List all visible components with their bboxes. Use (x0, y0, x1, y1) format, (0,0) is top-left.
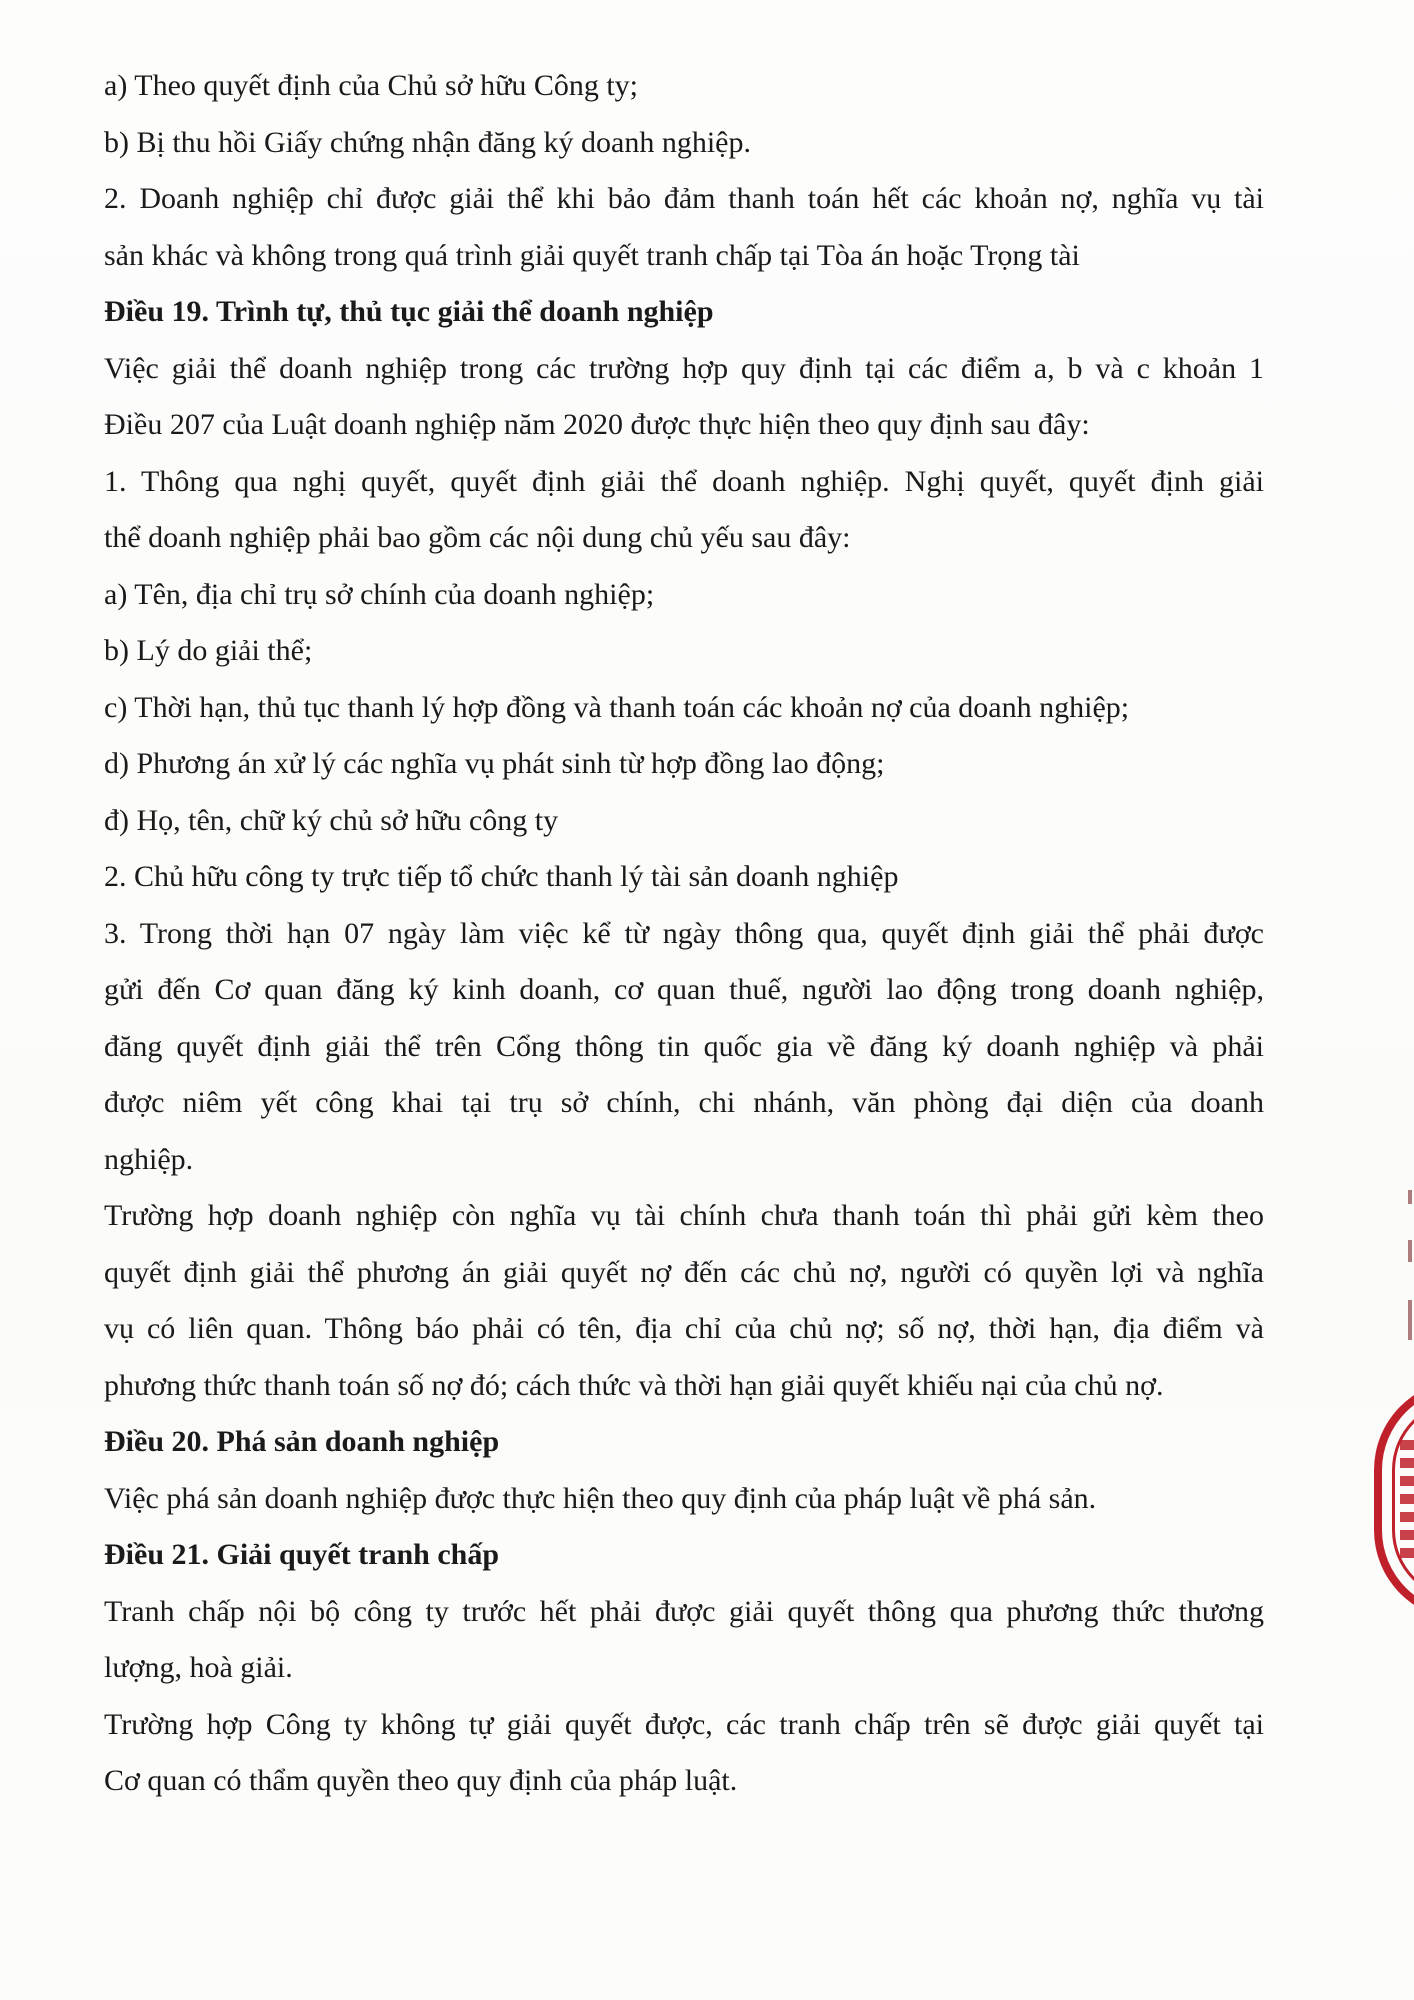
text-line: a) Tên, địa chỉ trụ sở chính của doanh nghiệp; (104, 577, 655, 611)
article-heading: Điều 20. Phá sản doanh nghiệp (104, 1425, 500, 1458)
article-heading: Điều 21. Giải quyết tranh chấp (104, 1538, 500, 1571)
text-line: được niêm yết công khai tại trụ sở chính, chi nhánh, văn phòng đại diện của doanh (104, 1086, 1264, 1119)
edge-mark (1408, 1190, 1412, 1204)
text-line: Tranh chấp nội bộ công ty trước hết phải được giải quyết thông qua phương thức thương (104, 1594, 1264, 1628)
text-line: a) Theo quyết định của Chủ sở hữu Công ty; (104, 69, 639, 102)
text-line: 2. Doanh nghiệp chỉ được giải thể khi bảo đảm thanh toán hết các khoản nợ, nghĩa vụ tài (104, 182, 1264, 215)
edge-mark (1408, 1240, 1412, 1262)
document-body (104, 58, 1264, 1810)
text-line: 2. Chủ hữu công ty trực tiếp tổ chức thanh lý tài sản doanh nghiệp (104, 860, 899, 893)
text-line: 1. Thông qua nghị quyết, quyết định giải thể doanh nghiệp. Nghị quyết, quyết định giải (104, 464, 1264, 498)
text-line: Điều 207 của Luật doanh nghiệp năm 2020 được thực hiện theo quy định sau đây: (104, 408, 1090, 441)
text-line: b) Bị thu hồi Giấy chứng nhận đăng ký doanh nghiệp. (104, 125, 751, 159)
text-line: đ) Họ, tên, chữ ký chủ sở hữu công ty (104, 803, 559, 837)
text-line: c) Thời hạn, thủ tục thanh lý hợp đồng và thanh toán các khoản nợ của doanh nghiệp; (104, 690, 1130, 724)
text-line: Cơ quan có thẩm quyền theo quy định của pháp luật. (104, 1764, 738, 1797)
text-line: gửi đến Cơ quan đăng ký kinh doanh, cơ quan thuế, người lao động trong doanh nghiệp, (104, 973, 1264, 1006)
text-line: Việc phá sản doanh nghiệp được thực hiện theo quy định của pháp luật về phá sản. (104, 1481, 1097, 1515)
text-line: Trường hợp doanh nghiệp còn nghĩa vụ tài chính chưa thanh toán thì phải gửi kèm theo (104, 1199, 1264, 1232)
text-line: 3. Trong thời hạn 07 ngày làm việc kể từ ngày thông qua, quyết định giải thể phải được (104, 916, 1264, 950)
text-line: vụ có liên quan. Thông báo phải có tên, địa chỉ của chủ nợ; số nợ, thời hạn, địa điểm và (104, 1312, 1264, 1345)
text-line: Việc giải thể doanh nghiệp trong các trường hợp quy định tại các điểm a, b và c khoản 1 (104, 351, 1264, 385)
article-heading: Điều 19. Trình tự, thủ tục giải thể doanh nghiệp (104, 295, 714, 328)
red-seal-lettering (1400, 1440, 1414, 1560)
text-line: d) Phương án xử lý các nghĩa vụ phát sinh từ hợp đồng lao động; (104, 747, 885, 780)
text-line: b) Lý do giải thể; (104, 634, 313, 667)
text-line: Trường hợp Công ty không tự giải quyết được, các tranh chấp trên sẽ được giải quyết tại (104, 1707, 1264, 1741)
text-line: đăng quyết định giải thể trên Cổng thông tin quốc gia về đăng ký doanh nghiệp và phải (104, 1029, 1264, 1063)
text-line: quyết định giải thể phương án giải quyết nợ đến các chủ nợ, người có quyền lợi và nghĩa (104, 1255, 1264, 1289)
edge-mark (1408, 1300, 1412, 1340)
text-line: lượng, hoà giải. (104, 1651, 293, 1684)
text-line: sản khác và không trong quá trình giải quyết tranh chấp tại Tòa án hoặc Trọng tài (104, 238, 1080, 272)
text-line: thể doanh nghiệp phải bao gồm các nội dung chủ yếu sau đây: (104, 521, 851, 554)
text-line: phương thức thanh toán số nợ đó; cách thức và thời hạn giải quyết khiếu nại của chủ nợ. (104, 1368, 1164, 1402)
text-line: nghiệp. (104, 1142, 194, 1176)
